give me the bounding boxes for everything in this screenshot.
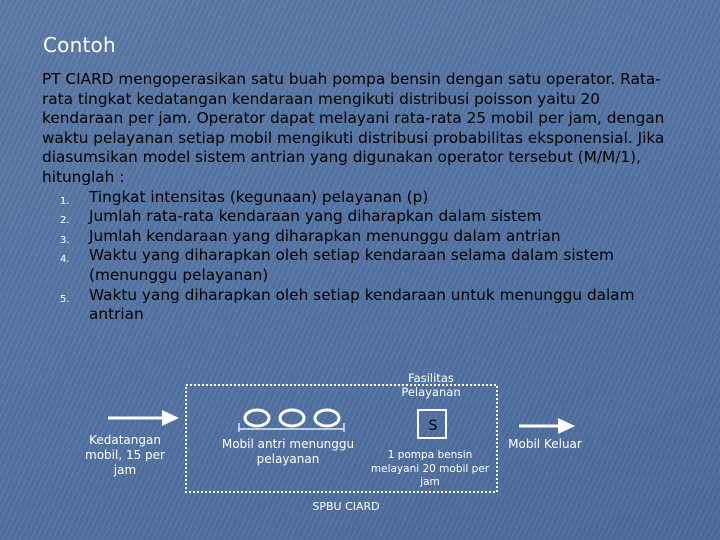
task-number: 2. — [60, 215, 70, 227]
system-label: SPBU CIARD — [312, 500, 380, 513]
arrival-label: Kedatangan mobil, 15 per jam — [85, 433, 165, 477]
task-number: 3. — [60, 234, 70, 246]
task-list — [42, 188, 682, 325]
task-item — [42, 188, 682, 208]
task-item — [42, 246, 682, 285]
queued-car-icon — [280, 410, 304, 426]
arrival-arrow — [108, 410, 179, 426]
queued-car-icon — [245, 410, 269, 426]
task-text: Waktu yang diharapkan oleh setiap kendaraan untuk menunggu dalam antrian — [89, 285, 635, 324]
task-number: 4. — [60, 254, 70, 266]
slide-body — [42, 70, 682, 325]
task-item — [42, 227, 682, 247]
exit-label: Mobil Keluar — [508, 437, 582, 451]
task-text: Tingkat intensitas (kegunaan) pelayanan (p) — [89, 187, 429, 206]
task-number: 5. — [60, 293, 70, 305]
problem-statement: PT CIARD mengoperasikan satu buah pompa bensin dengan satu operator. Rata-rata tingkat kedatangan kendaraan mengikuti distribusi poisson yaitu 20 kendaraan per jam. Operator dapat melayani rata-rata 25 mobil per jam, dengan waktu pelayanan setiap mobil mengikuti distribusi probabilitas eksponensial. Jika diasumsikan model sistem antrian yang digunakan operator tersebut (M/M/1), hitunglah : — [42, 70, 665, 186]
queued-car-icon — [315, 410, 339, 426]
server-note: 1 pompa bensin melayani 20 mobil per jam — [370, 449, 490, 488]
task-item — [42, 286, 682, 325]
task-text: Jumlah rata-rata kendaraan yang diharapkan dalam sistem — [89, 207, 542, 226]
slide-title: Contoh — [43, 33, 116, 57]
facility-label: Fasilitas Pelayanan — [401, 371, 461, 399]
exit-arrow — [519, 418, 575, 434]
task-number: 1. — [60, 195, 70, 207]
queue-label: Mobil antri menunggu pelayanan — [221, 437, 355, 466]
task-item — [42, 207, 682, 227]
server-label: S — [428, 418, 438, 434]
task-text: Waktu yang diharapkan oleh setiap kendaraan selama dalam sistem (menunggu pelayanan) — [89, 246, 614, 284]
task-text: Jumlah kendaraan yang diharapkan menunggu dalam antrian — [89, 226, 561, 245]
queue-bracket — [239, 423, 344, 432]
